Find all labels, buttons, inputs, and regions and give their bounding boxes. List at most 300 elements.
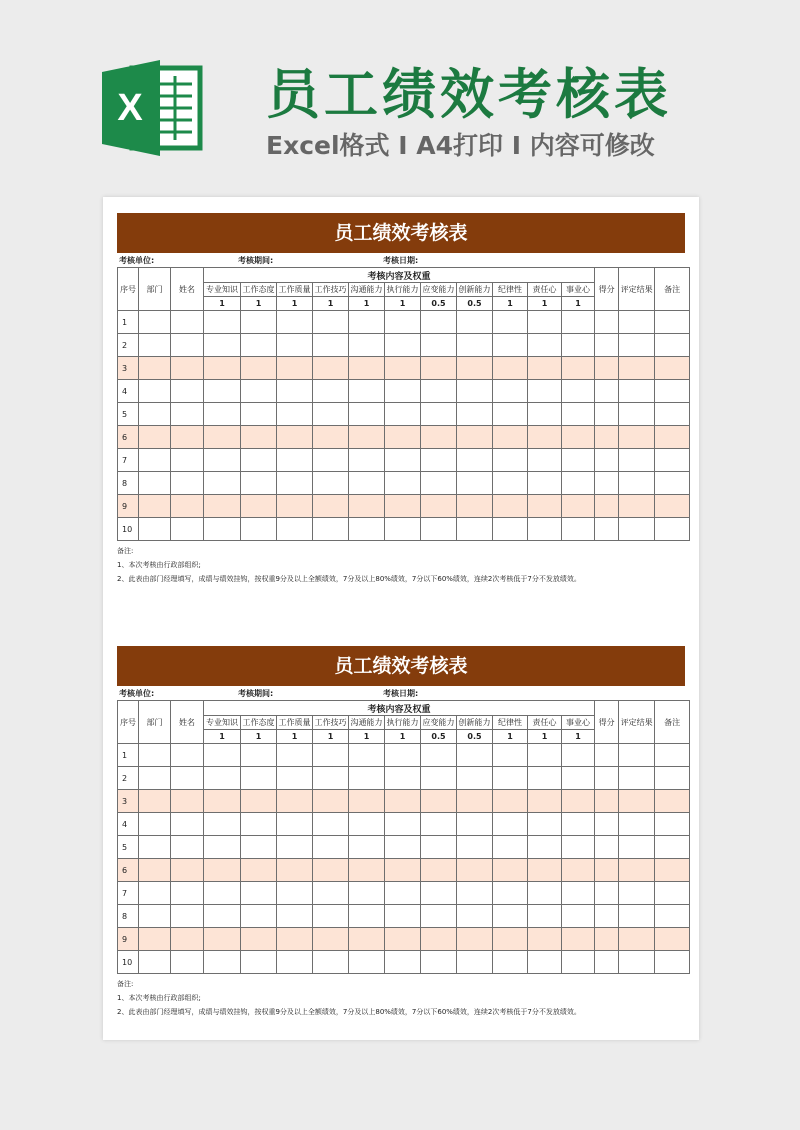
table-cell[interactable]	[241, 311, 277, 334]
table-cell[interactable]	[493, 951, 528, 974]
table-cell[interactable]	[385, 882, 421, 905]
table-cell[interactable]	[313, 334, 349, 357]
table-cell[interactable]	[277, 859, 313, 882]
table-cell[interactable]	[313, 767, 349, 790]
table-cell[interactable]	[595, 495, 619, 518]
table-cell[interactable]	[241, 882, 277, 905]
table-cell[interactable]	[241, 905, 277, 928]
table-cell[interactable]	[528, 744, 562, 767]
table-cell[interactable]	[562, 767, 595, 790]
table-cell[interactable]	[619, 426, 655, 449]
table-cell[interactable]	[421, 905, 457, 928]
table-cell[interactable]	[241, 859, 277, 882]
table-cell[interactable]	[139, 403, 171, 426]
table-cell[interactable]	[139, 380, 171, 403]
table-cell[interactable]	[277, 836, 313, 859]
table-cell[interactable]	[595, 790, 619, 813]
table-cell[interactable]	[493, 472, 528, 495]
table-cell[interactable]	[241, 426, 277, 449]
table-cell[interactable]	[562, 426, 595, 449]
table-cell[interactable]	[313, 882, 349, 905]
table-cell[interactable]	[204, 951, 241, 974]
table-cell[interactable]	[349, 518, 385, 541]
table-cell[interactable]	[171, 426, 204, 449]
table-cell[interactable]	[349, 426, 385, 449]
table-cell[interactable]	[139, 744, 171, 767]
table-cell[interactable]	[619, 449, 655, 472]
table-cell[interactable]	[313, 928, 349, 951]
table-cell[interactable]	[277, 472, 313, 495]
table-cell[interactable]	[241, 380, 277, 403]
table-cell[interactable]	[457, 813, 493, 836]
table-cell[interactable]	[655, 518, 690, 541]
table-cell[interactable]	[277, 311, 313, 334]
table-cell[interactable]	[595, 813, 619, 836]
table-cell[interactable]	[562, 836, 595, 859]
table-cell[interactable]	[595, 744, 619, 767]
table-cell[interactable]	[619, 767, 655, 790]
table-cell[interactable]	[493, 495, 528, 518]
table-cell[interactable]	[528, 951, 562, 974]
table-cell[interactable]	[349, 951, 385, 974]
table-cell[interactable]	[595, 518, 619, 541]
table-cell[interactable]	[385, 518, 421, 541]
table-cell[interactable]	[619, 836, 655, 859]
table-cell[interactable]	[493, 928, 528, 951]
table-cell[interactable]	[457, 767, 493, 790]
table-cell[interactable]	[349, 928, 385, 951]
table-cell[interactable]	[385, 472, 421, 495]
table-cell[interactable]	[313, 905, 349, 928]
table-cell[interactable]	[421, 813, 457, 836]
table-cell[interactable]	[385, 380, 421, 403]
table-cell[interactable]	[528, 472, 562, 495]
table-cell[interactable]	[457, 334, 493, 357]
table-cell[interactable]	[241, 928, 277, 951]
table-cell[interactable]	[493, 518, 528, 541]
table-cell[interactable]	[528, 790, 562, 813]
table-cell[interactable]	[139, 813, 171, 836]
table-cell[interactable]	[421, 882, 457, 905]
table-cell[interactable]	[493, 859, 528, 882]
table-cell[interactable]	[457, 518, 493, 541]
table-cell[interactable]	[241, 495, 277, 518]
table-cell[interactable]	[277, 426, 313, 449]
table-cell[interactable]	[204, 928, 241, 951]
table-cell[interactable]	[313, 813, 349, 836]
table-cell[interactable]	[171, 790, 204, 813]
table-cell[interactable]	[619, 403, 655, 426]
table-cell[interactable]	[493, 334, 528, 357]
table-cell[interactable]	[493, 426, 528, 449]
table-cell[interactable]	[562, 449, 595, 472]
table-cell[interactable]	[171, 495, 204, 518]
table-cell[interactable]	[241, 790, 277, 813]
table-cell[interactable]	[171, 334, 204, 357]
table-cell[interactable]	[655, 426, 690, 449]
table-cell[interactable]	[349, 882, 385, 905]
table-cell[interactable]	[349, 836, 385, 859]
table-cell[interactable]	[171, 859, 204, 882]
table-cell[interactable]	[204, 813, 241, 836]
table-cell[interactable]	[528, 813, 562, 836]
table-cell[interactable]	[562, 928, 595, 951]
table-cell[interactable]	[528, 859, 562, 882]
table-cell[interactable]	[277, 790, 313, 813]
table-cell[interactable]	[139, 928, 171, 951]
table-cell[interactable]	[139, 905, 171, 928]
table-cell[interactable]	[595, 836, 619, 859]
table-cell[interactable]	[457, 403, 493, 426]
table-cell[interactable]	[139, 472, 171, 495]
table-cell[interactable]	[171, 449, 204, 472]
table-cell[interactable]	[562, 311, 595, 334]
table-cell[interactable]	[562, 859, 595, 882]
table-cell[interactable]	[457, 882, 493, 905]
table-cell[interactable]	[421, 836, 457, 859]
table-cell[interactable]	[619, 334, 655, 357]
table-cell[interactable]	[595, 357, 619, 380]
table-cell[interactable]	[204, 311, 241, 334]
table-cell[interactable]	[349, 472, 385, 495]
table-cell[interactable]	[457, 951, 493, 974]
table-cell[interactable]	[241, 334, 277, 357]
table-cell[interactable]	[349, 744, 385, 767]
table-cell[interactable]	[457, 836, 493, 859]
table-cell[interactable]	[457, 928, 493, 951]
table-cell[interactable]	[562, 472, 595, 495]
table-cell[interactable]	[562, 495, 595, 518]
table-cell[interactable]	[349, 357, 385, 380]
table-cell[interactable]	[619, 813, 655, 836]
table-cell[interactable]	[595, 449, 619, 472]
table-cell[interactable]	[562, 813, 595, 836]
table-cell[interactable]	[171, 928, 204, 951]
table-cell[interactable]	[493, 813, 528, 836]
table-cell[interactable]	[493, 836, 528, 859]
table-cell[interactable]	[139, 951, 171, 974]
table-cell[interactable]	[421, 472, 457, 495]
table-cell[interactable]	[619, 928, 655, 951]
table-cell[interactable]	[619, 744, 655, 767]
table-cell[interactable]	[528, 518, 562, 541]
table-cell[interactable]	[385, 928, 421, 951]
table-cell[interactable]	[204, 426, 241, 449]
table-cell[interactable]	[204, 905, 241, 928]
table-cell[interactable]	[349, 403, 385, 426]
table-cell[interactable]	[241, 836, 277, 859]
table-cell[interactable]	[277, 951, 313, 974]
table-cell[interactable]	[385, 403, 421, 426]
table-cell[interactable]	[421, 744, 457, 767]
table-cell[interactable]	[171, 836, 204, 859]
table-cell[interactable]	[655, 744, 690, 767]
table-cell[interactable]	[241, 744, 277, 767]
table-cell[interactable]	[241, 951, 277, 974]
table-cell[interactable]	[493, 882, 528, 905]
table-cell[interactable]	[619, 357, 655, 380]
table-cell[interactable]	[349, 767, 385, 790]
table-cell[interactable]	[562, 334, 595, 357]
table-cell[interactable]	[528, 357, 562, 380]
table-cell[interactable]	[313, 357, 349, 380]
table-cell[interactable]	[139, 790, 171, 813]
table-cell[interactable]	[457, 311, 493, 334]
table-cell[interactable]	[204, 836, 241, 859]
table-cell[interactable]	[457, 380, 493, 403]
table-cell[interactable]	[204, 790, 241, 813]
table-cell[interactable]	[241, 449, 277, 472]
table-cell[interactable]	[277, 518, 313, 541]
table-cell[interactable]	[421, 449, 457, 472]
table-cell[interactable]	[204, 357, 241, 380]
table-cell[interactable]	[277, 928, 313, 951]
table-cell[interactable]	[171, 472, 204, 495]
table-cell[interactable]	[421, 334, 457, 357]
table-cell[interactable]	[619, 905, 655, 928]
table-cell[interactable]	[277, 403, 313, 426]
table-cell[interactable]	[385, 744, 421, 767]
table-cell[interactable]	[313, 426, 349, 449]
table-cell[interactable]	[349, 813, 385, 836]
table-cell[interactable]	[421, 951, 457, 974]
table-cell[interactable]	[493, 449, 528, 472]
table-cell[interactable]	[385, 790, 421, 813]
table-cell[interactable]	[277, 882, 313, 905]
table-cell[interactable]	[385, 311, 421, 334]
table-cell[interactable]	[421, 928, 457, 951]
table-cell[interactable]	[595, 905, 619, 928]
table-cell[interactable]	[171, 744, 204, 767]
table-cell[interactable]	[313, 472, 349, 495]
table-cell[interactable]	[171, 357, 204, 380]
table-cell[interactable]	[204, 859, 241, 882]
table-cell[interactable]	[385, 767, 421, 790]
table-cell[interactable]	[528, 449, 562, 472]
table-cell[interactable]	[385, 495, 421, 518]
table-cell[interactable]	[493, 790, 528, 813]
table-cell[interactable]	[385, 951, 421, 974]
table-cell[interactable]	[241, 767, 277, 790]
table-cell[interactable]	[528, 836, 562, 859]
table-cell[interactable]	[595, 882, 619, 905]
table-cell[interactable]	[595, 928, 619, 951]
table-cell[interactable]	[313, 518, 349, 541]
table-cell[interactable]	[528, 311, 562, 334]
table-cell[interactable]	[277, 767, 313, 790]
table-cell[interactable]	[619, 495, 655, 518]
table-cell[interactable]	[139, 882, 171, 905]
table-cell[interactable]	[313, 859, 349, 882]
table-cell[interactable]	[528, 334, 562, 357]
table-cell[interactable]	[139, 767, 171, 790]
table-cell[interactable]	[457, 495, 493, 518]
table-cell[interactable]	[493, 380, 528, 403]
table-cell[interactable]	[171, 813, 204, 836]
table-cell[interactable]	[313, 836, 349, 859]
table-cell[interactable]	[241, 357, 277, 380]
table-cell[interactable]	[595, 859, 619, 882]
table-cell[interactable]	[655, 836, 690, 859]
table-cell[interactable]	[241, 403, 277, 426]
table-cell[interactable]	[421, 426, 457, 449]
table-cell[interactable]	[457, 790, 493, 813]
table-cell[interactable]	[204, 472, 241, 495]
table-cell[interactable]	[562, 403, 595, 426]
table-cell[interactable]	[562, 951, 595, 974]
table-cell[interactable]	[562, 790, 595, 813]
table-cell[interactable]	[528, 767, 562, 790]
table-cell[interactable]	[349, 790, 385, 813]
table-cell[interactable]	[313, 311, 349, 334]
table-cell[interactable]	[139, 426, 171, 449]
table-cell[interactable]	[655, 495, 690, 518]
table-cell[interactable]	[595, 951, 619, 974]
table-cell[interactable]	[655, 928, 690, 951]
table-cell[interactable]	[655, 859, 690, 882]
table-cell[interactable]	[655, 905, 690, 928]
table-cell[interactable]	[204, 495, 241, 518]
table-cell[interactable]	[655, 449, 690, 472]
table-cell[interactable]	[204, 380, 241, 403]
table-cell[interactable]	[139, 836, 171, 859]
table-cell[interactable]	[528, 495, 562, 518]
table-cell[interactable]	[313, 744, 349, 767]
table-cell[interactable]	[241, 472, 277, 495]
table-cell[interactable]	[171, 518, 204, 541]
table-cell[interactable]	[562, 905, 595, 928]
table-cell[interactable]	[595, 472, 619, 495]
table-cell[interactable]	[277, 813, 313, 836]
table-cell[interactable]	[655, 767, 690, 790]
table-cell[interactable]	[385, 334, 421, 357]
table-cell[interactable]	[139, 495, 171, 518]
table-cell[interactable]	[313, 790, 349, 813]
table-cell[interactable]	[241, 518, 277, 541]
table-cell[interactable]	[655, 403, 690, 426]
table-cell[interactable]	[421, 311, 457, 334]
table-cell[interactable]	[493, 744, 528, 767]
table-cell[interactable]	[349, 449, 385, 472]
table-cell[interactable]	[313, 380, 349, 403]
table-cell[interactable]	[171, 403, 204, 426]
table-cell[interactable]	[595, 767, 619, 790]
table-cell[interactable]	[493, 357, 528, 380]
table-cell[interactable]	[204, 518, 241, 541]
table-cell[interactable]	[313, 403, 349, 426]
table-cell[interactable]	[655, 882, 690, 905]
table-cell[interactable]	[493, 311, 528, 334]
table-cell[interactable]	[349, 380, 385, 403]
table-cell[interactable]	[139, 518, 171, 541]
table-cell[interactable]	[493, 767, 528, 790]
table-cell[interactable]	[204, 449, 241, 472]
table-cell[interactable]	[385, 859, 421, 882]
table-cell[interactable]	[595, 334, 619, 357]
table-cell[interactable]	[204, 882, 241, 905]
table-cell[interactable]	[595, 426, 619, 449]
table-cell[interactable]	[277, 334, 313, 357]
table-cell[interactable]	[385, 357, 421, 380]
table-cell[interactable]	[595, 403, 619, 426]
table-cell[interactable]	[241, 813, 277, 836]
table-cell[interactable]	[655, 334, 690, 357]
table-cell[interactable]	[619, 882, 655, 905]
table-cell[interactable]	[528, 928, 562, 951]
table-cell[interactable]	[619, 380, 655, 403]
table-cell[interactable]	[655, 380, 690, 403]
table-cell[interactable]	[204, 767, 241, 790]
table-cell[interactable]	[349, 859, 385, 882]
table-cell[interactable]	[655, 357, 690, 380]
table-cell[interactable]	[619, 472, 655, 495]
table-cell[interactable]	[493, 403, 528, 426]
table-cell[interactable]	[139, 859, 171, 882]
table-cell[interactable]	[457, 744, 493, 767]
table-cell[interactable]	[349, 311, 385, 334]
table-cell[interactable]	[277, 449, 313, 472]
table-cell[interactable]	[421, 518, 457, 541]
table-cell[interactable]	[562, 380, 595, 403]
table-cell[interactable]	[139, 357, 171, 380]
table-cell[interactable]	[313, 495, 349, 518]
table-cell[interactable]	[171, 311, 204, 334]
table-cell[interactable]	[385, 449, 421, 472]
table-cell[interactable]	[171, 380, 204, 403]
table-cell[interactable]	[619, 790, 655, 813]
table-cell[interactable]	[421, 495, 457, 518]
table-cell[interactable]	[528, 426, 562, 449]
table-cell[interactable]	[655, 790, 690, 813]
table-cell[interactable]	[528, 905, 562, 928]
table-cell[interactable]	[421, 380, 457, 403]
table-cell[interactable]	[457, 426, 493, 449]
table-cell[interactable]	[595, 311, 619, 334]
table-cell[interactable]	[528, 403, 562, 426]
table-cell[interactable]	[457, 905, 493, 928]
table-cell[interactable]	[493, 905, 528, 928]
table-cell[interactable]	[349, 334, 385, 357]
table-cell[interactable]	[619, 518, 655, 541]
table-cell[interactable]	[421, 790, 457, 813]
table-cell[interactable]	[619, 859, 655, 882]
table-cell[interactable]	[385, 905, 421, 928]
table-cell[interactable]	[562, 357, 595, 380]
table-cell[interactable]	[562, 882, 595, 905]
table-cell[interactable]	[619, 951, 655, 974]
table-cell[interactable]	[562, 518, 595, 541]
table-cell[interactable]	[313, 449, 349, 472]
table-cell[interactable]	[385, 836, 421, 859]
table-cell[interactable]	[619, 311, 655, 334]
table-cell[interactable]	[385, 813, 421, 836]
table-cell[interactable]	[349, 495, 385, 518]
table-cell[interactable]	[457, 859, 493, 882]
table-cell[interactable]	[349, 905, 385, 928]
table-cell[interactable]	[421, 357, 457, 380]
table-cell[interactable]	[655, 813, 690, 836]
table-cell[interactable]	[171, 951, 204, 974]
table-cell[interactable]	[457, 472, 493, 495]
table-cell[interactable]	[421, 767, 457, 790]
table-cell[interactable]	[171, 767, 204, 790]
table-cell[interactable]	[277, 495, 313, 518]
table-cell[interactable]	[204, 403, 241, 426]
table-cell[interactable]	[171, 882, 204, 905]
table-cell[interactable]	[528, 882, 562, 905]
table-cell[interactable]	[562, 744, 595, 767]
table-cell[interactable]	[385, 426, 421, 449]
